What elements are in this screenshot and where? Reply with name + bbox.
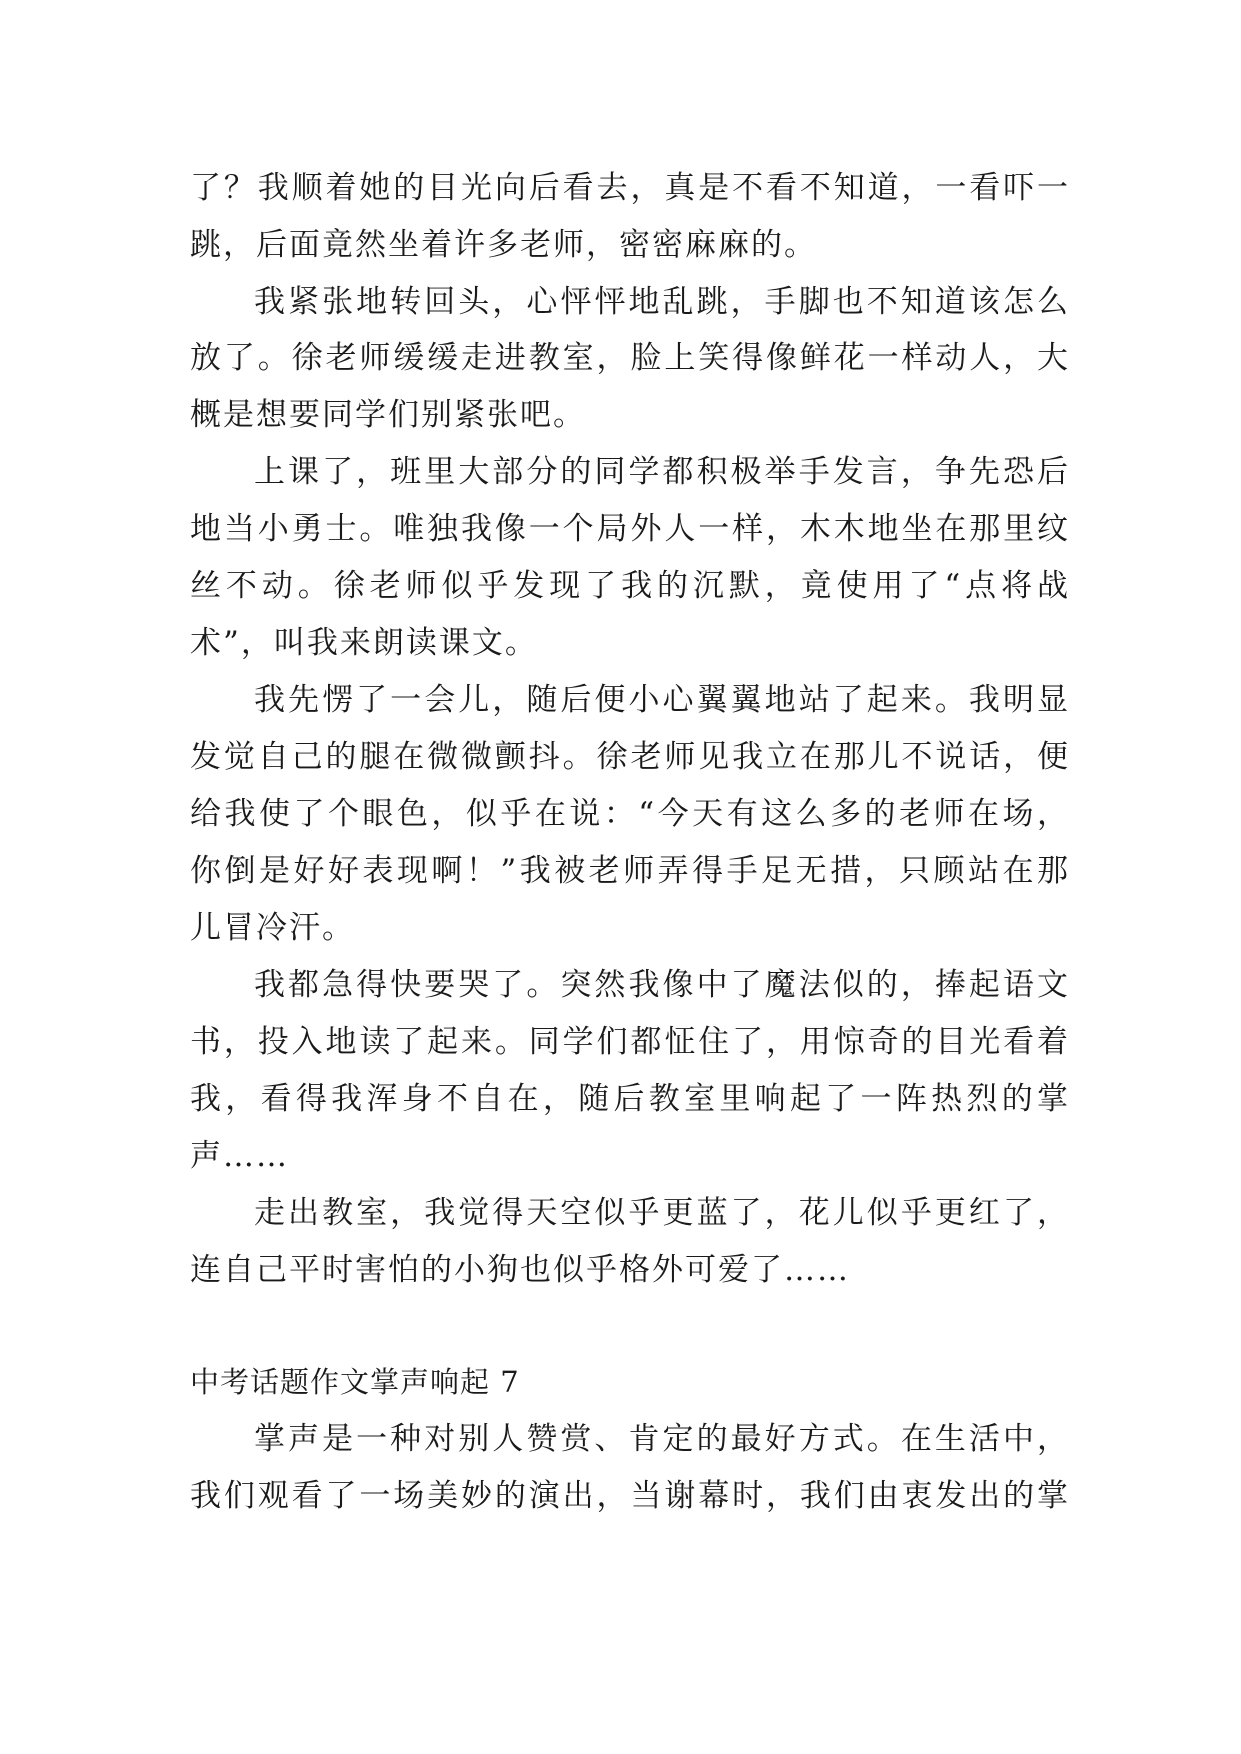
paragraph-first-line: 走出教室，我觉得天空似乎更蓝了，花儿似乎更红了， (254, 1195, 1070, 1231)
text-line: 丝不动。徐老师似乎发现了我的沉默，竟使用了“点将战 (190, 568, 1070, 604)
text-line: 放了。徐老师缓缓走进教室，脸上笑得像鲜花一样动人，大 (190, 340, 1070, 376)
paragraph-first-line: 我先愣了一会儿，随后便小心翼翼地站了起来。我明显 (254, 682, 1070, 718)
text-line: 术”，叫我来朗读课文。 (190, 625, 538, 661)
paragraph-first-line: 上课了，班里大部分的同学都积极举手发言，争先恐后 (254, 454, 1070, 490)
paragraph-first-line: 我都急得快要哭了。突然我像中了魔法似的，捧起语文 (254, 967, 1070, 1003)
text-line: 给我使了个眼色，似乎在说：“今天有这么多的老师在场， (190, 796, 1070, 832)
text-line: 我们观看了一场美妙的演出，当谢幕时，我们由衷发出的掌 (190, 1478, 1070, 1514)
text-line: 了？我顺着她的目光向后看去，真是不看不知道，一看吓一 (190, 170, 1070, 206)
text-line: 跳，后面竟然坐着许多老师，密密麻麻的。 (190, 227, 817, 263)
text-line: 书，投入地读了起来。同学们都怔住了，用惊奇的目光看着 (190, 1024, 1070, 1060)
text-line: 地当小勇士。唯独我像一个局外人一样，木木地坐在那里纹 (190, 511, 1070, 547)
paragraph-first-line: 掌声是一种对别人赞赏、肯定的最好方式。在生活中， (254, 1421, 1070, 1457)
text-line: 连自己平时害怕的小狗也似乎格外可爱了…… (190, 1252, 850, 1288)
text-line: 你倒是好好表现啊！”我被老师弄得手足无措，只顾站在那 (190, 853, 1070, 889)
text-line: 我，看得我浑身不自在，随后教室里响起了一阵热烈的掌 (190, 1081, 1070, 1117)
section-heading: 中考话题作文掌声响起 7 (190, 1365, 520, 1399)
text-line: 发觉自己的腿在微微颤抖。徐老师见我立在那儿不说话，便 (190, 739, 1070, 775)
text-line: 声…… (190, 1138, 289, 1174)
text-line: 儿冒冷汗。 (190, 910, 355, 946)
text-line: 概是想要同学们别紧张吧。 (190, 397, 586, 433)
paragraph-first-line: 我紧张地转回头，心怦怦地乱跳，手脚也不知道该怎么 (254, 284, 1070, 320)
